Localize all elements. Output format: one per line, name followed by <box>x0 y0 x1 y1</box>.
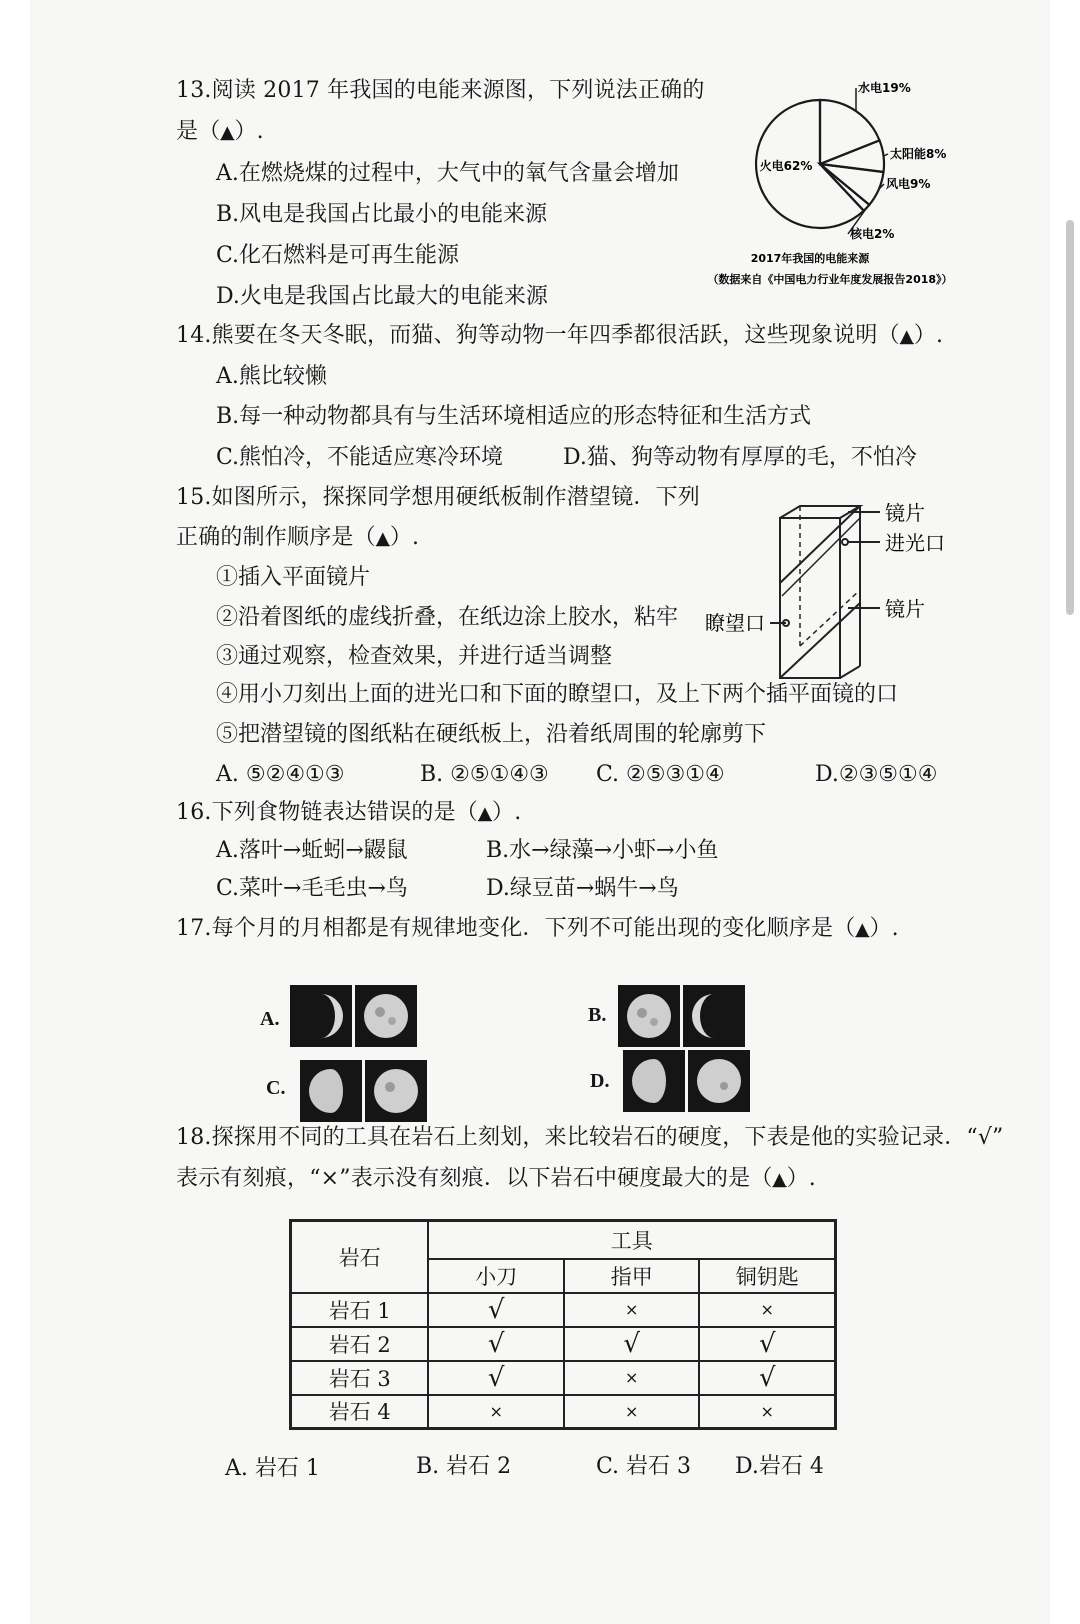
rock-name: 岩石 1 <box>291 1293 429 1327</box>
q14-option-c[interactable]: C.熊怕冷，不能适应寒冷环境 <box>216 445 504 470</box>
q13-stem-prefix: 是（ <box>176 119 221 144</box>
label-mirror-top: 镜片 <box>885 501 925 525</box>
table-row <box>291 1361 836 1395</box>
q13-option-c[interactable]: C.化石燃料是可再生能源 <box>216 243 460 268</box>
q16-option-d[interactable]: D.绿豆苗→蜗牛→鸟 <box>486 876 679 901</box>
q15-step-5: ⑤把潜望镜的图纸粘在硬纸板上，沿着纸周围的轮廓剪下 <box>216 722 767 747</box>
q15-option-d[interactable]: D.②③⑤①④ <box>815 762 938 787</box>
pie-slice-label: 核电2% <box>850 227 895 241</box>
q13-option-b[interactable]: B.风电是我国占比最小的电能来源 <box>216 202 548 227</box>
moon-full-image <box>365 1060 427 1122</box>
moon-waxing-crescent-image <box>290 985 352 1047</box>
scratch-mark: × <box>699 1293 835 1327</box>
label-viewport: 瞭望口 <box>705 611 765 635</box>
q14-option-a[interactable]: A.熊比较懒 <box>216 364 327 389</box>
table-row <box>291 1293 836 1327</box>
scratch-mark: × <box>428 1395 564 1429</box>
q13-option-d[interactable]: D.火电是我国占比最大的电能来源 <box>216 284 548 309</box>
q16-stem: 16.下列食物链表达错误的是（ <box>176 800 478 825</box>
q15-stem-end <box>176 523 419 554</box>
q18-stem-suffix: ）. <box>786 1166 816 1191</box>
q18-stem-prefix: 表示有刻痕，“×”表示没有刻痕．以下岩石中硬度最大的是（ <box>176 1166 773 1191</box>
q17-stem: 17.每个月的月相都是有规律地变化．下列不可能出现的变化顺序是（ <box>176 916 856 941</box>
q17-stem-suffix: ）. <box>869 916 899 941</box>
q15-stem-prefix: 正确的制作顺序是（ <box>176 525 376 550</box>
pie-slice-label: 风电9% <box>886 177 931 191</box>
scratch-mark: √ <box>428 1293 564 1327</box>
periscope-diagram <box>670 498 990 688</box>
table-header-knife: 小刀 <box>428 1259 564 1293</box>
pie-slice-label: 水电19% <box>858 81 911 95</box>
q15-step-2: ②沿着图纸的虚线折叠，在纸边涂上胶水，粘牢 <box>216 605 679 630</box>
q17-option-b-label[interactable]: B. <box>588 1004 607 1026</box>
q18-option-a[interactable]: A. 岩石 1 <box>225 1456 320 1481</box>
label-light-inlet: 进光口 <box>885 531 945 555</box>
table-header-rock: 岩石 <box>291 1221 429 1293</box>
q18-stem-end <box>176 1164 816 1195</box>
q13-answer-blank[interactable]: ▲ <box>220 122 235 143</box>
q17-answer-blank[interactable]: ▲ <box>855 919 870 940</box>
q15-step-1: ①插入平面镜片 <box>216 565 371 590</box>
pie-slice <box>820 100 880 164</box>
rock-name: 岩石 4 <box>291 1395 429 1429</box>
table-header-tools: 工具 <box>428 1221 835 1259</box>
q14-stem-suffix: ）. <box>913 323 944 348</box>
q15-stem: 15.如图所示，探探同学想用硬纸板制作潜望镜．下列 <box>176 485 700 510</box>
q16-stem-line <box>176 798 521 829</box>
moon-waning-crescent-image <box>683 985 745 1047</box>
q15-stem-suffix: ）. <box>389 525 420 550</box>
q17-option-a-label[interactable]: A. <box>260 1008 280 1030</box>
hardness-table <box>289 1219 837 1430</box>
q15-step-3: ③通过观察，检查效果，并进行适当调整 <box>216 644 613 669</box>
q18-answer-blank[interactable]: ▲ <box>772 1169 787 1190</box>
q14-stem: 14.熊要在冬天冬眠，而猫、狗等动物一年四季都很活跃，这些现象说明（ <box>176 323 900 348</box>
moon-waning-gibbous-image <box>300 1060 362 1122</box>
pie-caption: 2017年我国的电能来源 <box>750 252 870 265</box>
q13-stem-end <box>176 117 264 148</box>
moon-waning-gibbous-image <box>623 1050 685 1112</box>
pie-source: （数据来自《中国电力行业年度发展报告2018》） <box>707 273 953 286</box>
scratch-mark: √ <box>428 1327 564 1361</box>
q18-option-b[interactable]: B. 岩石 2 <box>416 1454 512 1479</box>
table-row <box>291 1327 836 1361</box>
scratch-mark: √ <box>699 1327 835 1361</box>
scratch-mark: × <box>564 1293 700 1327</box>
q17-option-c-label[interactable]: C. <box>266 1077 286 1099</box>
scratch-mark: × <box>564 1395 700 1429</box>
q13-option-a[interactable]: A.在燃烧煤的过程中，大气中的氧气含量会增加 <box>216 161 679 186</box>
q14-option-d[interactable]: D.猫、狗等动物有厚厚的毛，不怕冷 <box>563 445 917 470</box>
q15-option-c[interactable]: C. ②⑤③①④ <box>596 762 725 787</box>
q15-option-a[interactable]: A. ⑤②④①③ <box>216 762 345 787</box>
q18-stem: 18.探探用不同的工具在岩石上刻划，来比较岩石的硬度，下表是他的实验记录．“√” <box>176 1125 1004 1150</box>
q13-stem-suffix: ）. <box>234 119 264 144</box>
label-mirror-bottom: 镜片 <box>885 597 925 621</box>
scratch-mark: × <box>564 1361 700 1395</box>
scratch-mark: √ <box>564 1327 700 1361</box>
pie-slice-label: 太阳能8% <box>890 147 947 161</box>
q16-answer-blank[interactable]: ▲ <box>478 803 493 824</box>
table-header-fingernail: 指甲 <box>564 1259 700 1293</box>
q15-step-4: ④用小刀刻出上面的进光口和下面的瞭望口，及上下两个插平面镜的口 <box>216 682 899 707</box>
moon-full-image <box>355 985 417 1047</box>
table-header-copper-key: 铜钥匙 <box>699 1259 835 1293</box>
rock-name: 岩石 2 <box>291 1327 429 1361</box>
q17-stem-line <box>176 914 899 945</box>
q16-option-b[interactable]: B.水→绿藻→小虾→小鱼 <box>486 838 719 863</box>
q13-stem: 13.阅读 2017 年我国的电能来源图，下列说法正确的 <box>176 78 705 103</box>
rock-name: 岩石 3 <box>291 1361 429 1395</box>
q14-answer-blank[interactable]: ▲ <box>899 326 914 347</box>
scrollbar[interactable] <box>1066 220 1074 615</box>
q15-option-b[interactable]: B. ②⑤①④③ <box>420 762 549 787</box>
scratch-mark: × <box>699 1395 835 1429</box>
q14-stem-line <box>176 321 943 352</box>
table-row <box>291 1395 836 1429</box>
q16-option-a[interactable]: A.落叶→蚯蚓→鼹鼠 <box>216 838 408 863</box>
pie-slice <box>820 164 869 211</box>
moon-full-image <box>618 985 680 1047</box>
q18-option-c[interactable]: C. 岩石 3 <box>596 1454 692 1479</box>
pie-slice-label: 火电62% <box>759 159 813 173</box>
energy-pie-chart <box>690 78 980 303</box>
q18-option-d[interactable]: D.岩石 4 <box>735 1454 824 1479</box>
q14-option-b[interactable]: B.每一种动物都具有与生活环境相适应的形态特征和生活方式 <box>216 404 812 429</box>
scratch-mark: √ <box>699 1361 835 1395</box>
scratch-mark: √ <box>428 1361 564 1395</box>
moon-full-image <box>688 1050 750 1112</box>
q15-answer-blank[interactable]: ▲ <box>375 528 390 549</box>
q16-stem-suffix: ）. <box>492 800 522 825</box>
q17-option-d-label[interactable]: D. <box>590 1070 610 1092</box>
q16-option-c[interactable]: C.菜叶→毛毛虫→鸟 <box>216 876 408 901</box>
